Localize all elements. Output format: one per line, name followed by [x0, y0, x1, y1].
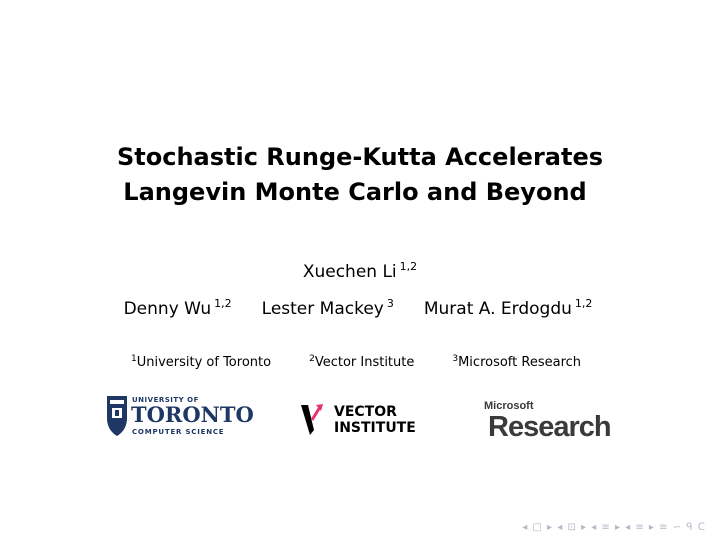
affiliation-toronto: $^1$University of Toronto	[130, 354, 272, 370]
toronto-line3: COMPUTER SCIENCE	[132, 428, 225, 436]
vector-logo	[300, 402, 416, 442]
title-line-2: Langevin Monte Carlo and Beyond	[123, 178, 587, 206]
toronto-line2: TORONTO	[131, 402, 254, 427]
affiliation-microsoft: $^3$Microsoft Research	[452, 354, 582, 370]
affiliation-vector: $^2$Vector Institute	[309, 354, 415, 370]
vector-line1: VECTOR	[334, 404, 397, 420]
toronto-line1: UNIVERSITY OF	[132, 396, 199, 404]
affiliation-row	[0, 354, 716, 370]
vector-line2: INSTITUTE	[334, 420, 416, 436]
author-erdogdu: Murat A. Erdogdu $^{1,2}$	[423, 297, 593, 319]
toronto-logo	[104, 394, 254, 444]
beamer-navigation-controls[interactable]: ◂ □ ▸ ◂ ⊡ ▸ ◂ ≡ ▸ ◂ ≡ ▸ ≡ ∽ ᑫ ᑕ	[522, 522, 706, 533]
microsoft-line2: Research	[488, 411, 611, 443]
vector-v-icon	[300, 402, 330, 438]
author-mackey: Lester Mackey $^3$	[261, 297, 394, 319]
author-row-1	[0, 260, 720, 282]
slide-title	[0, 140, 720, 210]
microsoft-line1: Microsoft	[484, 400, 534, 412]
author-row-2	[0, 297, 718, 319]
microsoft-research-logo	[484, 400, 611, 442]
author-li: Xuechen Li $^{1,2}$	[302, 260, 418, 282]
title-line-1: Stochastic Runge-Kutta Accelerates	[116, 143, 604, 171]
author-wu: Denny Wu $^{1,2}$	[123, 297, 232, 319]
